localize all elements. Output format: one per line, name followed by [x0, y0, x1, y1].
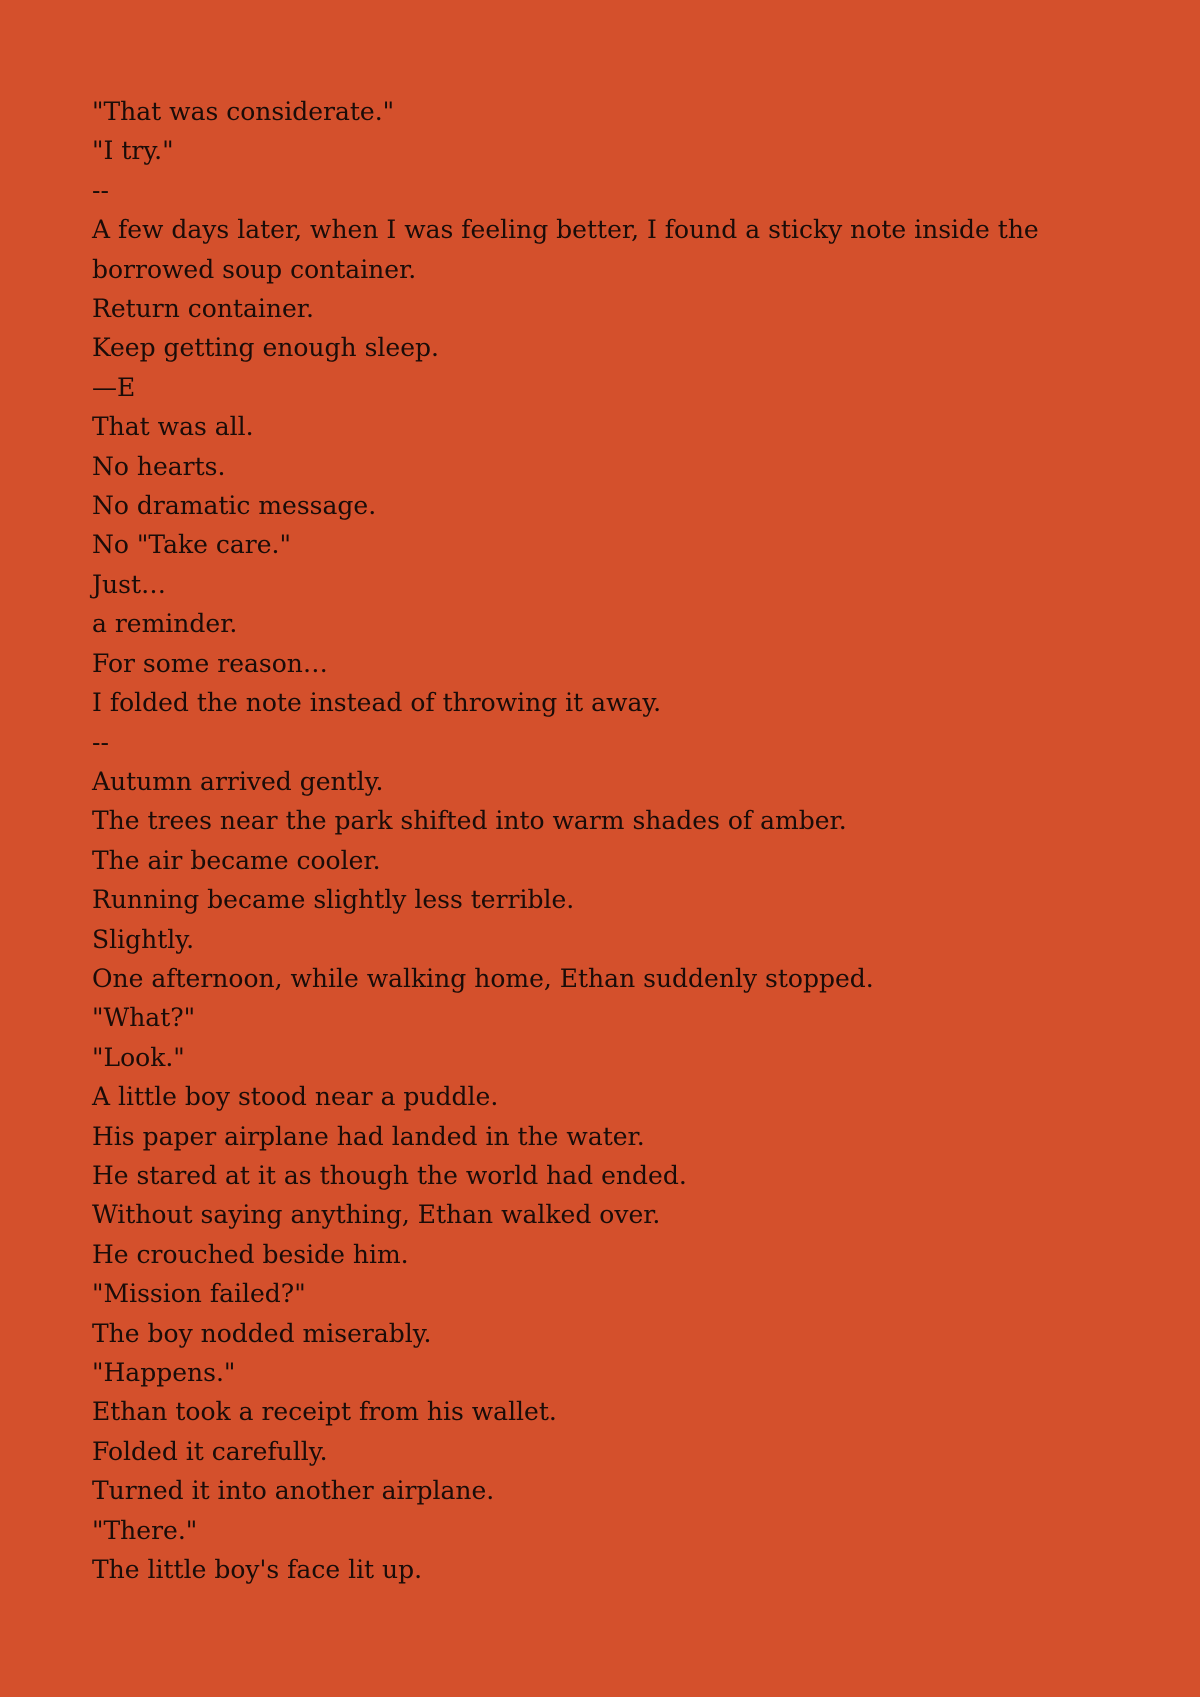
text-line: He stared at it as though the world had ended. [92, 1160, 687, 1190]
story-text [92, 92, 1104, 1589]
text-line: "I try." [92, 136, 174, 166]
text-line: The trees near the park shifted into warm shades of amber. [92, 806, 847, 836]
text-line: No "Take care." [92, 530, 291, 560]
section-break: -- [92, 727, 109, 757]
text-line: The air became cooler. [92, 845, 381, 875]
text-line: Turned it into another airplane. [92, 1476, 495, 1506]
text-line: a reminder. [92, 609, 238, 639]
text-line: "Look." [92, 1042, 185, 1072]
text-line: Slightly. [92, 924, 195, 954]
text-line: No hearts. [92, 451, 226, 481]
text-line: One afternoon, while walking home, Ethan suddenly stopped. [92, 963, 874, 993]
text-line: For some reason… [92, 648, 328, 678]
text-line: Keep getting enough sleep. [92, 333, 439, 363]
text-line: Return container. [92, 294, 314, 324]
text-line: Just… [92, 569, 166, 599]
text-line: Autumn arrived gently. [92, 766, 384, 796]
text-line: "What?" [92, 1003, 196, 1033]
text-line: No dramatic message. [92, 491, 377, 521]
text-line: "Happens." [92, 1358, 236, 1387]
text-line: "Mission failed?" [92, 1279, 306, 1309]
text-line: That was all. [92, 412, 254, 442]
text-line: Ethan took a receipt from his wallet. [92, 1397, 557, 1427]
text-line: The boy nodded miserably. [92, 1318, 432, 1348]
text-line: Without saying anything, Ethan walked over. [92, 1200, 661, 1230]
text-line: "That was considerate." [92, 97, 395, 126]
text-line: Running became slightly less terrible. [92, 885, 575, 915]
text-line: "There." [92, 1515, 198, 1545]
text-line: His paper airplane had landed in the water. [92, 1121, 645, 1151]
text-line: I folded the note instead of throwing it away. [92, 688, 662, 718]
text-line: He crouched beside him. [92, 1239, 409, 1269]
section-break: -- [92, 175, 109, 205]
text-line: Folded it carefully. [92, 1436, 328, 1466]
text-line: —E [92, 372, 136, 402]
text-line: The little boy's face lit up. [92, 1555, 423, 1585]
text-line: A few days later, when I was feeling better, I found a sticky note inside the borrowed soup container. [92, 215, 1039, 284]
text-line: A little boy stood near a puddle. [92, 1082, 499, 1112]
